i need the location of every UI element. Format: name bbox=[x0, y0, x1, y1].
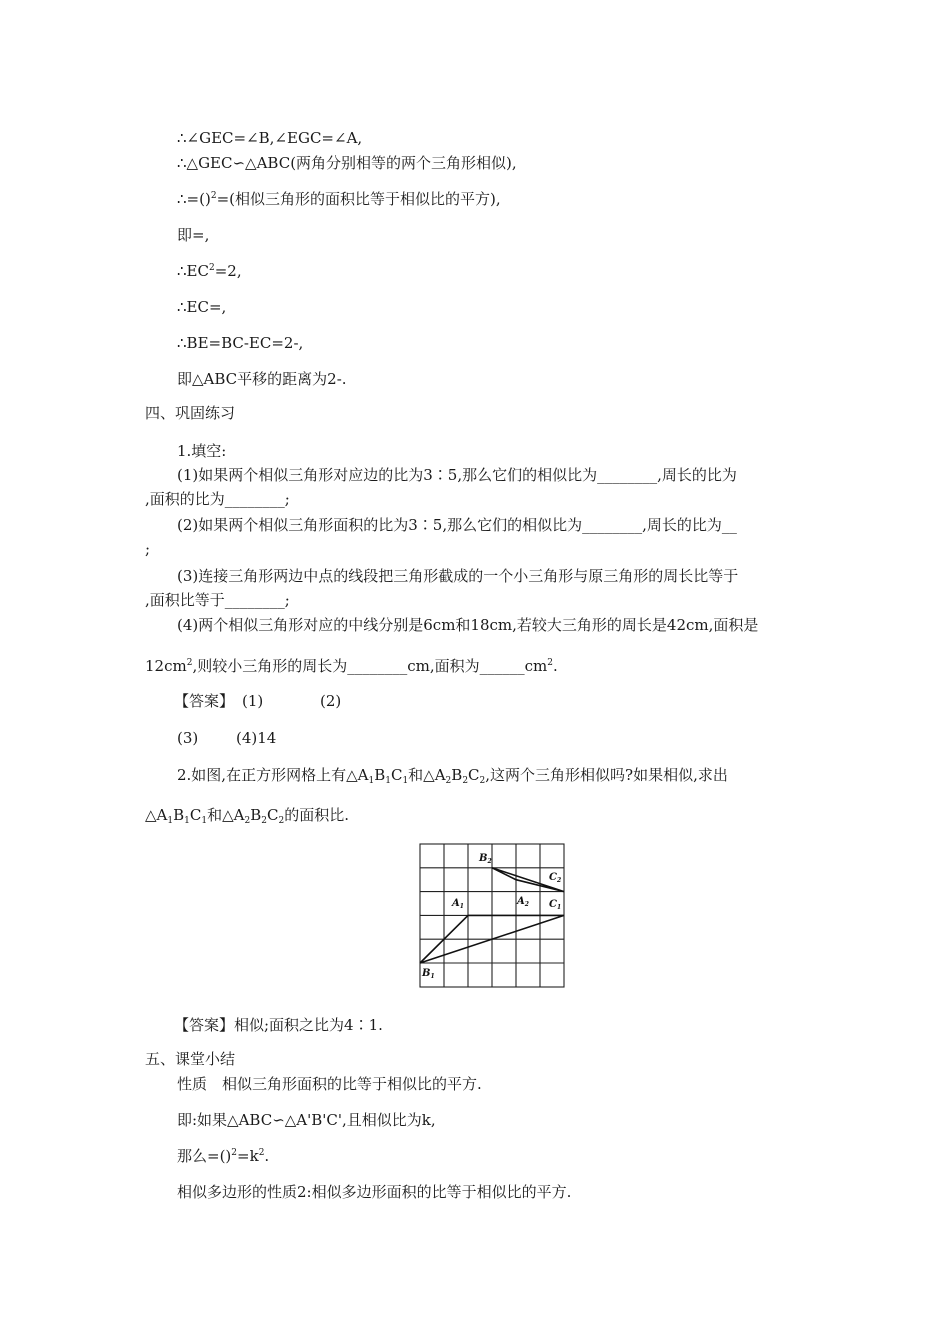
label-b1: $B_1$ bbox=[422, 968, 435, 980]
proof-line-1: ∴∠GEC=∠B,∠EGC=∠A, bbox=[177, 129, 363, 147]
label-a2: $A_2$ bbox=[517, 896, 529, 908]
proof-line-5: $\therefore EC^2=2$, bbox=[177, 262, 242, 280]
label-b2: $B_2$ bbox=[479, 853, 492, 865]
answer-1-part-2: (2) bbox=[320, 692, 342, 710]
proof-line-6: ∴EC=, bbox=[177, 298, 227, 316]
question-1-3-line-a: (3)连接三角形两边中点的线段把三角形截成的一个小三角形与原三角形的周长比等于 bbox=[177, 567, 739, 585]
question-1-4-line-b: $12cm^2$,则较小三角形的周长为________cm,面积为$\_\_\_\_\_\_cm^2$. bbox=[145, 657, 558, 675]
question-1-title: 1.填空: bbox=[177, 442, 227, 460]
question-1-1-line-a: (1)如果两个相似三角形对应边的比为3∶5,那么它们的相似比为________,周长的比为 bbox=[177, 466, 737, 484]
question-1-4-line-a: (4)两个相似三角形对应的中线分别是6cm和18cm,若较大三角形的周长是42cm,面积是 bbox=[177, 616, 759, 634]
answer-1-part-4: (4)14 bbox=[236, 729, 277, 747]
proof-line-4: 即=, bbox=[177, 226, 210, 244]
summary-polygon-property: 相似多边形的性质2:相似多边形面积的比等于相似比的平方. bbox=[177, 1183, 572, 1201]
answer-1-part-1: (1) bbox=[242, 692, 264, 710]
question-2-line-b: $\triangle A_1B_1C_1$和$\triangle A_2B_2C_2$的面积比. bbox=[145, 806, 349, 826]
question-1-2-line-a: (2)如果两个相似三角形面积的比为3∶5,那么它们的相似比为________,周长的比为__ bbox=[177, 516, 737, 534]
summary-if-line: 即:如果△ABC∽△A'B'C',且相似比为k, bbox=[177, 1111, 436, 1129]
proof-line-7: ∴BE=BC-EC=2-, bbox=[177, 334, 304, 352]
section-4-title: 四、巩固练习 bbox=[145, 404, 236, 422]
answer-1-label: 【答案】 bbox=[174, 692, 235, 710]
proof-line-3: ∴=()$^2$=(相似三角形的面积比等于相似比的平方), bbox=[177, 190, 501, 208]
label-c1: $C_1$ bbox=[549, 899, 562, 911]
label-c2: $C_2$ bbox=[549, 872, 562, 884]
proof-line-8: 即△ABC平移的距离为2-. bbox=[177, 370, 347, 388]
question-1-2-line-b: ; bbox=[145, 540, 151, 558]
grid-triangles-svg bbox=[419, 843, 565, 988]
label-a1: $A_1$ bbox=[452, 898, 464, 910]
proof-line-2: ∴△GEC∽△ABC(两角分别相等的两个三角形相似), bbox=[177, 154, 517, 172]
summary-property: 性质 相似三角形面积的比等于相似比的平方. bbox=[177, 1075, 482, 1093]
grid-triangles-figure bbox=[419, 843, 565, 988]
answer-1-part-3: (3) bbox=[177, 729, 199, 747]
section-5-title: 五、课堂小结 bbox=[145, 1050, 236, 1068]
summary-then-line: 那么$=()^2=k^2$. bbox=[177, 1147, 270, 1165]
question-1-1-line-b: ,面积的比为________; bbox=[145, 490, 290, 508]
answer-2: 【答案】相似;面积之比为4∶1. bbox=[174, 1016, 383, 1034]
question-2-line-a: 2.如图,在正方形网格上有$\triangle A_1B_1C_1$和$\triangle A_2B_2C_2$,这两个三角形相似吗?如果相似,求出 bbox=[177, 766, 728, 786]
question-1-3-line-b: ,面积比等于________; bbox=[145, 591, 290, 609]
